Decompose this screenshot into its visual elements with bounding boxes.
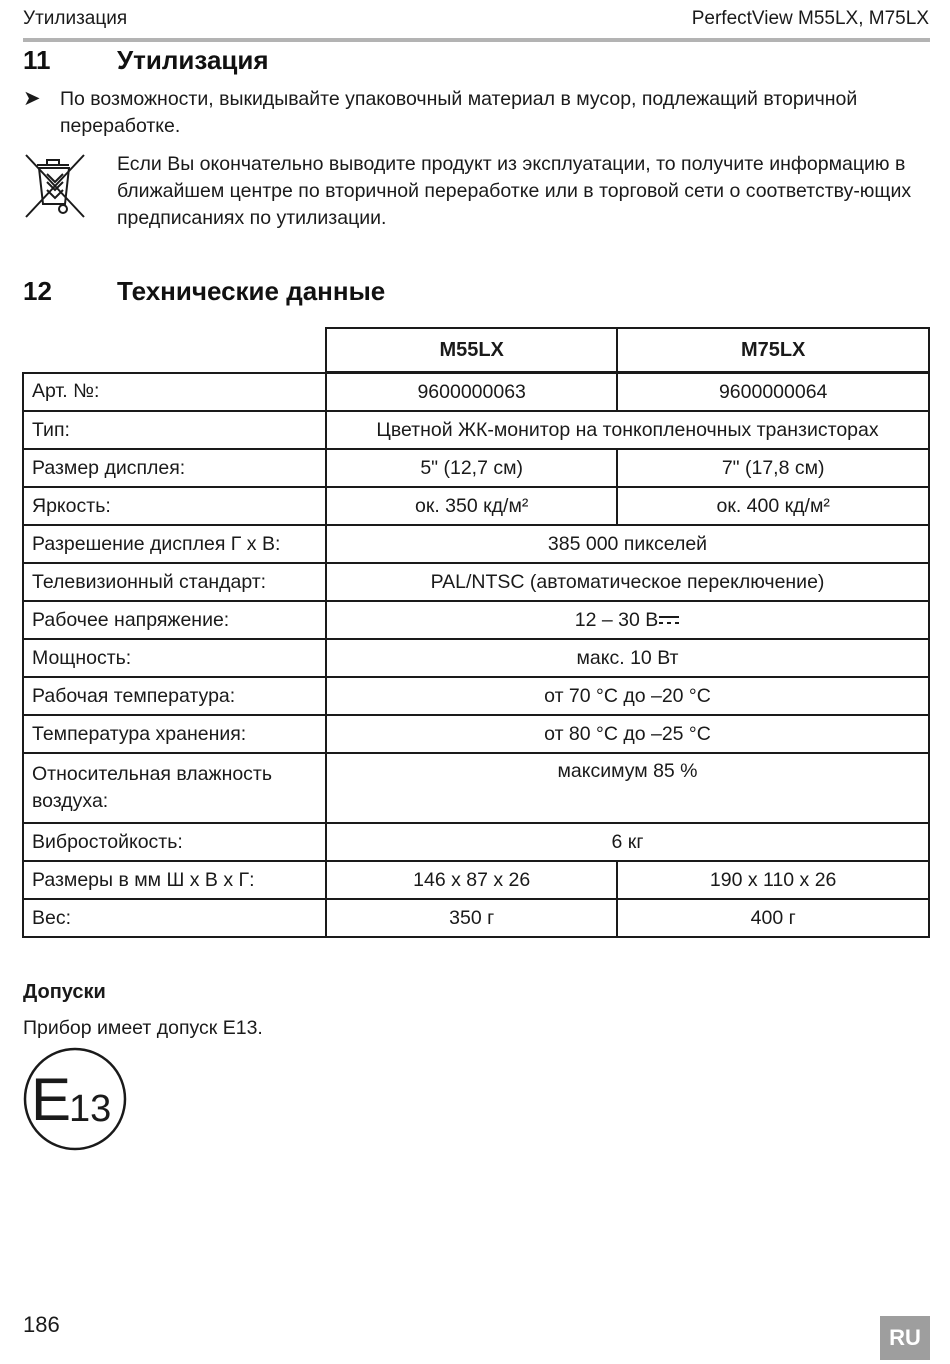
table-header-row	[23, 328, 929, 373]
table-row	[23, 373, 929, 412]
cell-weight-m55: 350 г	[326, 899, 617, 937]
cell-weight-m75: 400 г	[617, 899, 929, 937]
cell-humidity: максимум 85 %	[326, 753, 929, 823]
approvals-heading: Допуски	[23, 981, 106, 1003]
bullet-arrow-icon: ➤	[23, 87, 41, 110]
cell-voltage	[326, 601, 929, 639]
row-label-art-no: Арт. №:	[23, 373, 326, 412]
row-label-power: Мощность:	[23, 639, 326, 677]
table-row	[23, 899, 929, 937]
table-row	[23, 411, 929, 449]
table-row	[23, 563, 929, 601]
table-row	[23, 525, 929, 563]
row-label-resolution: Разрешение дисплея Г х В:	[23, 525, 326, 563]
column-header-m55lx: M55LX	[326, 328, 617, 373]
cell-type: Цветной ЖК-монитор на тонкопленочных транзисторах	[326, 411, 929, 449]
cell-display-size-m55: 5" (12,7 см)	[326, 449, 617, 487]
language-tab: RU	[880, 1316, 930, 1360]
row-label-type: Тип:	[23, 411, 326, 449]
cell-power: макс. 10 Вт	[326, 639, 929, 677]
row-label-humidity: Относительная влажность воздуха:	[23, 753, 326, 823]
header-rule	[23, 38, 930, 42]
table-row	[23, 487, 929, 525]
table-row	[23, 823, 929, 861]
row-label-voltage: Рабочее напряжение:	[23, 601, 326, 639]
row-label-storage-temperature: Температура хранения:	[23, 715, 326, 753]
cell-dimensions-m55: 146 x 87 x 26	[326, 861, 617, 899]
cell-operating-temperature: от 70 °C до –20 °C	[326, 677, 929, 715]
page-number: 186	[23, 1312, 60, 1337]
row-label-operating-temperature: Рабочая температура:	[23, 677, 326, 715]
table-row	[23, 639, 929, 677]
row-label-vibration: Вибростойкость:	[23, 823, 326, 861]
table-row	[23, 861, 929, 899]
dc-symbol-icon	[658, 614, 680, 626]
table-row	[23, 601, 929, 639]
cell-art-no-m55: 9600000063	[326, 373, 617, 412]
running-header-product: PerfectView M55LX, M75LX	[691, 8, 929, 29]
table-header-corner	[23, 328, 326, 373]
running-header-section: Утилизация	[23, 8, 128, 29]
cell-tv-standard: PAL/NTSC (автоматическое переключение)	[326, 563, 929, 601]
voltage-value: 12 – 30 В	[574, 608, 659, 631]
cell-art-no-m75: 9600000064	[617, 373, 929, 412]
svg-text:13: 13	[69, 1088, 112, 1130]
crossed-out-wheelie-bin-icon	[23, 152, 87, 220]
row-label-weight: Вес:	[23, 899, 326, 937]
cell-display-size-m75: 7" (17,8 см)	[617, 449, 929, 487]
section-12-number: 12	[23, 276, 52, 306]
column-header-m75lx: M75LX	[617, 328, 929, 373]
recycling-instruction: По возможности, выкидывайте упаковочный материал в мусор, подлежащий вторичной переработке.	[60, 88, 858, 137]
row-label-tv-standard: Телевизионный стандарт:	[23, 563, 326, 601]
technical-data-table	[22, 327, 930, 938]
table-row	[23, 715, 929, 753]
cell-storage-temperature: от 80 °C до –25 °C	[326, 715, 929, 753]
section-11-number: 11	[23, 45, 51, 75]
section-11-title: Утилизация	[117, 45, 269, 75]
svg-text:E: E	[31, 1066, 72, 1133]
cell-brightness-m55: ок. 350 кд/м²	[326, 487, 617, 525]
table-row	[23, 449, 929, 487]
e13-approval-mark-icon	[23, 1047, 127, 1151]
approvals-text: Прибор имеет допуск E13.	[23, 1017, 263, 1039]
cell-resolution: 385 000 пикселей	[326, 525, 929, 563]
cell-dimensions-m75: 190 x 110 x 26	[617, 861, 929, 899]
table-row	[23, 753, 929, 823]
disposal-information: Если Вы окончательно выводите продукт из эксплуатации, то получите информацию в ближайшем центре по вторичной переработке или в торговой сети о соответству-ющих предписаниях по утилизации.	[117, 153, 912, 229]
section-12-title: Технические данные	[117, 276, 386, 306]
row-label-dimensions: Размеры в мм Ш х В х Г:	[23, 861, 326, 899]
row-label-display-size: Размер дисплея:	[23, 449, 326, 487]
table-row	[23, 677, 929, 715]
cell-vibration: 6 кг	[326, 823, 929, 861]
cell-brightness-m75: ок. 400 кд/м²	[617, 487, 929, 525]
row-label-brightness: Яркость:	[23, 487, 326, 525]
